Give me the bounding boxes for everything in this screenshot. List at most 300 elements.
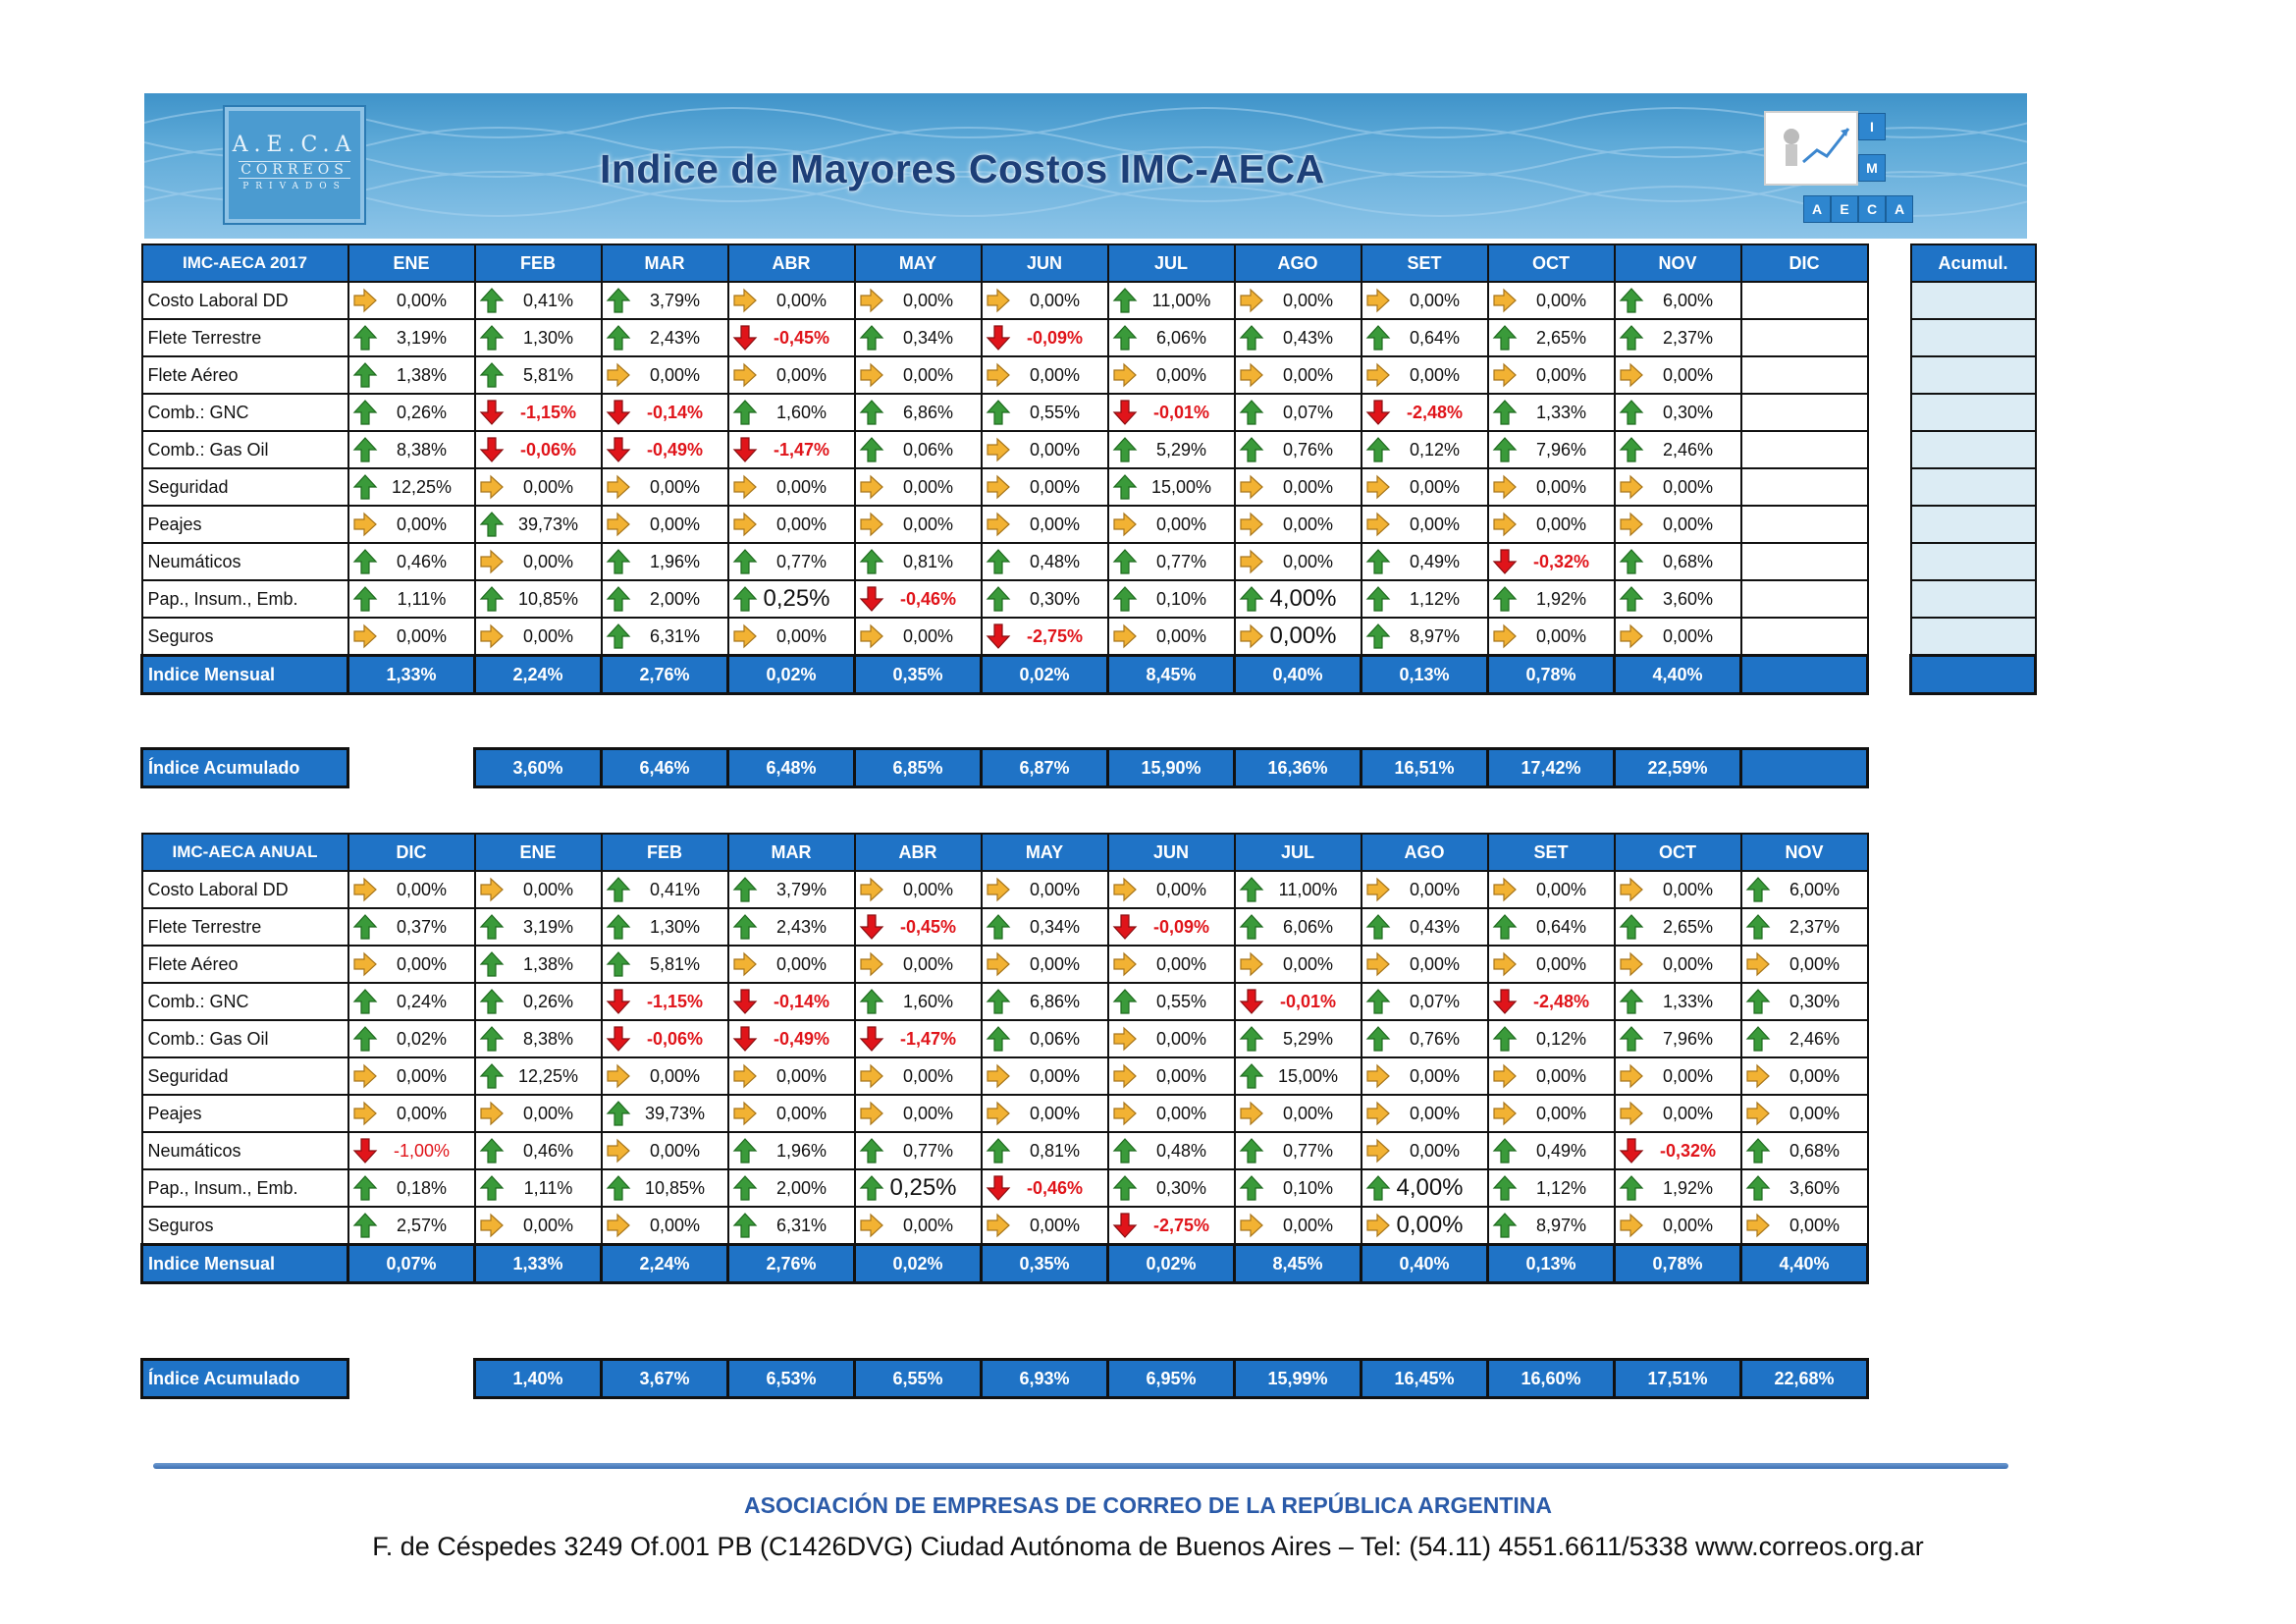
value-text: 0,00% xyxy=(1409,1065,1461,1086)
value-text: 0,00% xyxy=(522,1103,574,1123)
value-text: 0,00% xyxy=(775,514,828,534)
value-cell-content xyxy=(856,432,981,467)
value-cell xyxy=(1615,1057,1741,1095)
value-cell xyxy=(348,319,475,356)
arrow-up-icon xyxy=(1492,1137,1518,1164)
arrow-up-icon xyxy=(859,1174,884,1202)
value-cell-content xyxy=(856,357,981,393)
row-label: Flete Aéreo xyxy=(142,356,348,394)
arrow-up-icon xyxy=(1619,399,1644,426)
accum-row xyxy=(1911,468,2036,506)
month-header-ago: AGO xyxy=(1362,834,1488,871)
value-text: 0,00% xyxy=(1282,1215,1334,1235)
value-cell xyxy=(602,1020,728,1057)
value-cell xyxy=(1615,506,1741,543)
value-cell-content xyxy=(603,581,727,617)
value-cell-content xyxy=(1489,909,1614,945)
value-text: 0,48% xyxy=(1155,1140,1207,1161)
value-cell-content xyxy=(1362,947,1487,982)
value-text: 6,00% xyxy=(1662,290,1714,310)
value-cell-content xyxy=(729,1208,854,1243)
imc-logo-letter-c: C xyxy=(1858,195,1886,223)
cumulative-index-value xyxy=(1741,749,1868,787)
value-cell-content xyxy=(983,1021,1107,1056)
value-cell xyxy=(1235,356,1362,394)
value-cell xyxy=(1362,580,1488,618)
value-cell-content xyxy=(1362,984,1487,1019)
imc-annual-table xyxy=(140,833,1869,1284)
arrow-up-icon xyxy=(1239,585,1264,613)
value-cell xyxy=(855,1207,982,1245)
value-text: 0,46% xyxy=(522,1140,574,1161)
table-row xyxy=(142,983,1868,1020)
arrow-up-icon xyxy=(1492,1174,1518,1202)
accumulated-column xyxy=(1909,244,2037,695)
value-cell-content xyxy=(729,947,854,982)
value-cell xyxy=(1108,431,1235,468)
monthly-index-value: 0,35% xyxy=(982,1245,1108,1283)
month-header-may: MAY xyxy=(855,244,982,282)
value-text: 0,00% xyxy=(1155,879,1207,899)
arrow-right-icon xyxy=(352,511,378,538)
value-cell xyxy=(1488,431,1615,468)
arrow-up-icon xyxy=(1112,473,1138,501)
value-cell xyxy=(982,983,1108,1020)
value-cell-content xyxy=(983,1170,1107,1206)
arrow-up-icon xyxy=(1112,1174,1138,1202)
value-cell xyxy=(475,394,602,431)
value-cell xyxy=(1741,871,1868,908)
arrow-right-icon xyxy=(859,511,884,538)
monthly-index-value: 0,35% xyxy=(855,656,982,694)
value-cell xyxy=(602,319,728,356)
value-cell-content xyxy=(1616,1170,1740,1206)
header-row xyxy=(142,244,1868,282)
value-text: 0,00% xyxy=(1662,364,1714,385)
arrow-right-icon xyxy=(1619,361,1644,389)
row-label: Peajes xyxy=(142,506,348,543)
arrow-down-icon xyxy=(479,436,505,463)
value-cell xyxy=(1235,983,1362,1020)
arrow-up-icon xyxy=(986,399,1011,426)
value-cell-content xyxy=(729,469,854,505)
monthly-index-value: 0,02% xyxy=(1108,1245,1235,1283)
value-cell xyxy=(728,506,855,543)
value-cell xyxy=(348,1207,475,1245)
value-text: 1,30% xyxy=(522,327,574,348)
arrow-right-icon xyxy=(479,623,505,650)
value-text: 1,12% xyxy=(1535,1177,1587,1198)
arrow-right-icon xyxy=(1619,473,1644,501)
arrow-down-icon xyxy=(606,436,631,463)
arrow-up-icon xyxy=(479,1025,505,1053)
value-text: 0,00% xyxy=(522,879,574,899)
value-cell xyxy=(855,1132,982,1169)
value-cell-content xyxy=(856,1058,981,1094)
value-cell-content xyxy=(856,283,981,318)
value-cell-content xyxy=(856,984,981,1019)
value-cell-content xyxy=(1109,507,1234,542)
value-cell-content xyxy=(603,320,727,355)
value-text: 11,00% xyxy=(1278,879,1338,899)
arrow-right-icon xyxy=(1365,950,1391,978)
cumulative-index-value: 3,67% xyxy=(602,1360,728,1398)
value-text: 8,97% xyxy=(1409,625,1461,646)
value-cell-content xyxy=(603,872,727,907)
value-cell-content xyxy=(1109,357,1234,393)
value-cell xyxy=(1488,908,1615,946)
value-text: 0,06% xyxy=(902,439,954,460)
arrow-right-icon xyxy=(1619,1062,1644,1090)
monthly-index-value: 4,40% xyxy=(1615,656,1741,694)
arrow-right-icon xyxy=(1492,473,1518,501)
arrow-up-icon xyxy=(986,1137,1011,1164)
month-header-jun: JUN xyxy=(982,244,1108,282)
value-text: 0,00% xyxy=(1662,514,1714,534)
value-cell xyxy=(1362,908,1488,946)
value-cell-content xyxy=(729,1170,854,1206)
imc-logo-letter-a: A xyxy=(1803,195,1831,223)
value-cell xyxy=(1615,282,1741,319)
value-cell-content xyxy=(1236,469,1361,505)
value-text: 0,00% xyxy=(1535,1103,1587,1123)
arrow-up-icon xyxy=(352,988,378,1015)
arrow-right-icon xyxy=(1239,1100,1264,1127)
value-cell-content xyxy=(856,619,981,654)
value-cell-content xyxy=(476,432,601,467)
value-cell xyxy=(348,1020,475,1057)
arrow-up-icon xyxy=(1365,585,1391,613)
value-cell-content xyxy=(1616,469,1740,505)
value-text: 0,00% xyxy=(1535,476,1587,497)
value-cell-content xyxy=(1236,1170,1361,1206)
value-text: 0,34% xyxy=(902,327,954,348)
value-cell-content xyxy=(1489,872,1614,907)
value-text: 5,29% xyxy=(1155,439,1207,460)
value-cell-content xyxy=(729,984,854,1019)
value-text: 7,96% xyxy=(1535,439,1587,460)
table-row xyxy=(142,871,1868,908)
value-text: -0,49% xyxy=(646,439,704,460)
aeca-correos-logo xyxy=(223,105,366,225)
value-cell xyxy=(1615,871,1741,908)
value-text: 0,64% xyxy=(1535,916,1587,937)
value-text: -1,15% xyxy=(646,991,704,1011)
value-cell xyxy=(1362,871,1488,908)
value-cell-content xyxy=(1489,507,1614,542)
value-cell-content xyxy=(983,395,1107,430)
value-text: 0,00% xyxy=(1029,953,1081,974)
table-row xyxy=(142,506,1868,543)
value-cell xyxy=(1615,908,1741,946)
value-text: 1,60% xyxy=(902,991,954,1011)
value-cell xyxy=(855,468,982,506)
value-cell xyxy=(348,282,475,319)
value-text: 2,37% xyxy=(1662,327,1714,348)
value-cell xyxy=(1362,356,1488,394)
value-text: 0,00% xyxy=(1029,364,1081,385)
arrow-up-icon xyxy=(859,324,884,352)
value-cell-content xyxy=(1362,469,1487,505)
arrow-right-icon xyxy=(1365,1100,1391,1127)
value-cell-content xyxy=(603,947,727,982)
value-cell xyxy=(348,1095,475,1132)
value-cell-content xyxy=(1236,357,1361,393)
row-label: Costo Laboral DD xyxy=(142,871,348,908)
value-cell xyxy=(1741,946,1868,983)
value-cell xyxy=(855,319,982,356)
accum-row xyxy=(1911,580,2036,618)
value-text: 1,33% xyxy=(1662,991,1714,1011)
value-cell xyxy=(1235,618,1362,656)
value-cell-content xyxy=(1109,581,1234,617)
value-cell xyxy=(855,618,982,656)
value-text: 0,37% xyxy=(396,916,448,937)
monthly-index-value: 1,33% xyxy=(475,1245,602,1283)
value-cell-content xyxy=(1362,909,1487,945)
arrow-up-icon xyxy=(606,1100,631,1127)
value-cell xyxy=(982,468,1108,506)
value-cell-content xyxy=(349,507,474,542)
value-text: 0,00% xyxy=(902,953,954,974)
value-cell xyxy=(728,1132,855,1169)
arrow-right-icon xyxy=(1365,361,1391,389)
value-text: 0,00% xyxy=(902,1065,954,1086)
value-cell xyxy=(1488,356,1615,394)
arrow-up-icon xyxy=(352,324,378,352)
arrow-right-icon xyxy=(1365,287,1391,314)
value-cell-content xyxy=(1109,1133,1234,1168)
value-cell xyxy=(1741,580,1868,618)
value-text: -1,47% xyxy=(773,439,830,460)
arrow-up-icon xyxy=(986,585,1011,613)
value-text: 0,00% xyxy=(902,290,954,310)
row-label: Comb.: GNC xyxy=(142,394,348,431)
value-cell xyxy=(1741,908,1868,946)
value-cell xyxy=(1235,1169,1362,1207)
value-cell-content xyxy=(476,872,601,907)
arrow-right-icon xyxy=(1492,361,1518,389)
arrow-right-icon xyxy=(986,950,1011,978)
value-text: 0,24% xyxy=(396,991,448,1011)
arrow-up-icon xyxy=(1745,1025,1771,1053)
month-header-abr: ABR xyxy=(855,834,982,871)
value-cell-content xyxy=(1362,1058,1487,1094)
arrow-right-icon xyxy=(1619,1100,1644,1127)
value-cell-content xyxy=(1489,947,1614,982)
value-cell xyxy=(1488,1020,1615,1057)
arrow-right-icon xyxy=(1492,1100,1518,1127)
value-cell-content xyxy=(856,1170,981,1206)
value-cell xyxy=(1362,1095,1488,1132)
value-cell-content xyxy=(1236,872,1361,907)
arrow-up-icon xyxy=(1365,1025,1391,1053)
value-cell-content xyxy=(729,1058,854,1094)
value-cell-content xyxy=(1742,1208,1867,1243)
arrow-right-icon xyxy=(479,1100,505,1127)
value-text: 0,00% xyxy=(775,1103,828,1123)
arrow-right-icon xyxy=(1112,950,1138,978)
value-text: 0,68% xyxy=(1662,551,1714,571)
value-text: 0,49% xyxy=(1535,1140,1587,1161)
value-text: 1,96% xyxy=(649,551,701,571)
month-header-jul: JUL xyxy=(1235,834,1362,871)
value-cell xyxy=(855,394,982,431)
arrow-up-icon xyxy=(1492,399,1518,426)
monthly-index-value: 0,40% xyxy=(1235,656,1362,694)
value-cell xyxy=(1235,431,1362,468)
arrow-right-icon xyxy=(1239,950,1264,978)
value-cell-content xyxy=(1362,395,1487,430)
arrow-right-icon xyxy=(732,1062,758,1090)
monthly-index-value: 0,40% xyxy=(1362,1245,1488,1283)
value-cell xyxy=(1615,431,1741,468)
arrow-down-icon xyxy=(986,1174,1011,1202)
value-cell xyxy=(982,1020,1108,1057)
value-cell xyxy=(982,908,1108,946)
arrow-up-icon xyxy=(859,1137,884,1164)
value-cell-content xyxy=(1109,947,1234,982)
table-row xyxy=(142,356,1868,394)
arrow-up-icon xyxy=(606,950,631,978)
value-text: 0,00% xyxy=(1282,290,1334,310)
arrow-up-icon xyxy=(732,548,758,575)
value-text: 5,81% xyxy=(522,364,574,385)
value-cell-content xyxy=(476,1170,601,1206)
value-cell xyxy=(602,908,728,946)
accum-cell xyxy=(1911,356,2036,394)
footer-address: F. de Céspedes 3249 Of.001 PB (C1426DVG) Ciudad Autónoma de Buenos Aires – Tel: (54.11) 4551.6611/5338 www.correos.org.ar xyxy=(372,1532,1924,1561)
value-cell-content xyxy=(1742,1170,1867,1206)
cumulative-index-value: 15,90% xyxy=(1108,749,1235,787)
value-text: 15,00% xyxy=(1150,476,1212,497)
value-cell-content xyxy=(983,581,1107,617)
arrow-up-icon xyxy=(1619,324,1644,352)
value-text: 0,00% xyxy=(1535,625,1587,646)
value-cell xyxy=(348,1169,475,1207)
value-text: 0,25% xyxy=(763,585,830,612)
arrow-right-icon xyxy=(479,473,505,501)
value-cell xyxy=(348,468,475,506)
value-cell-content xyxy=(349,320,474,355)
value-text: 0,43% xyxy=(1409,916,1461,937)
arrow-right-icon xyxy=(859,876,884,903)
value-cell-content xyxy=(1362,1170,1487,1206)
value-cell-content xyxy=(476,395,601,430)
value-cell-content xyxy=(1489,619,1614,654)
month-header-dic: DIC xyxy=(348,834,475,871)
value-cell-content xyxy=(729,395,854,430)
month-header-mar: MAR xyxy=(728,834,855,871)
arrow-up-icon xyxy=(1365,324,1391,352)
value-cell-content xyxy=(983,544,1107,579)
month-header-nov: NOV xyxy=(1741,834,1868,871)
value-cell-content xyxy=(983,1096,1107,1131)
value-cell xyxy=(855,356,982,394)
row-label: Seguridad xyxy=(142,468,348,506)
value-text: -0,45% xyxy=(899,916,957,937)
arrow-up-icon xyxy=(1239,399,1264,426)
value-cell xyxy=(1362,468,1488,506)
value-text: 0,43% xyxy=(1282,327,1334,348)
arrow-right-icon xyxy=(352,876,378,903)
arrow-up-icon xyxy=(859,988,884,1015)
value-cell xyxy=(348,908,475,946)
value-text: 0,00% xyxy=(1409,364,1461,385)
arrow-right-icon xyxy=(1619,623,1644,650)
value-cell xyxy=(1108,871,1235,908)
value-cell-content xyxy=(476,320,601,355)
arrow-right-icon xyxy=(986,1062,1011,1090)
value-cell-content xyxy=(1489,1133,1614,1168)
value-cell-content xyxy=(729,872,854,907)
value-cell xyxy=(1235,1132,1362,1169)
value-cell xyxy=(982,543,1108,580)
value-text: 10,85% xyxy=(644,1177,706,1198)
value-cell xyxy=(1235,468,1362,506)
value-text: 12,25% xyxy=(517,1065,579,1086)
value-cell-content xyxy=(983,909,1107,945)
value-cell-content xyxy=(1616,432,1740,467)
accum-header-row xyxy=(1911,244,2036,282)
value-cell xyxy=(982,431,1108,468)
value-cell-content xyxy=(983,872,1107,907)
accum-cell xyxy=(1911,506,2036,543)
value-text: 0,00% xyxy=(1535,290,1587,310)
value-cell xyxy=(1615,983,1741,1020)
value-cell xyxy=(1235,1095,1362,1132)
value-cell-content xyxy=(1362,283,1487,318)
value-cell-content xyxy=(983,1058,1107,1094)
value-cell xyxy=(1615,394,1741,431)
table-row xyxy=(142,543,1868,580)
table-row xyxy=(142,580,1868,618)
cumulative-index-value: 16,36% xyxy=(1235,749,1362,787)
arrow-up-icon xyxy=(1619,548,1644,575)
value-cell xyxy=(1488,1132,1615,1169)
value-cell xyxy=(1741,1207,1868,1245)
value-cell xyxy=(1741,319,1868,356)
table-title: IMC-AECA ANUAL xyxy=(142,834,348,871)
arrow-right-icon xyxy=(986,1100,1011,1127)
arrow-right-icon xyxy=(1492,511,1518,538)
value-cell xyxy=(728,946,855,983)
arrow-up-icon xyxy=(1112,324,1138,352)
value-text: -2,48% xyxy=(1532,991,1590,1011)
value-cell xyxy=(348,543,475,580)
value-text: 0,00% xyxy=(1029,879,1081,899)
value-text: 0,00% xyxy=(649,1065,701,1086)
value-text: -0,06% xyxy=(519,439,577,460)
value-text: 0,00% xyxy=(902,476,954,497)
arrow-up-icon xyxy=(732,585,758,613)
value-text: 11,00% xyxy=(1151,290,1211,310)
arrow-up-icon xyxy=(1492,1212,1518,1239)
value-text: 1,33% xyxy=(1535,402,1587,422)
value-text: 0,00% xyxy=(1409,953,1461,974)
arrow-right-icon xyxy=(986,436,1011,463)
value-text: -0,14% xyxy=(773,991,830,1011)
value-cell-content xyxy=(1616,395,1740,430)
arrow-up-icon xyxy=(732,1212,758,1239)
month-header-abr: ABR xyxy=(728,244,855,282)
value-cell xyxy=(348,946,475,983)
arrow-right-icon xyxy=(1239,287,1264,314)
value-text: 1,38% xyxy=(522,953,574,974)
value-cell xyxy=(1235,908,1362,946)
table-row xyxy=(142,1095,1868,1132)
imc-2017-cumulative-table xyxy=(140,747,1869,788)
